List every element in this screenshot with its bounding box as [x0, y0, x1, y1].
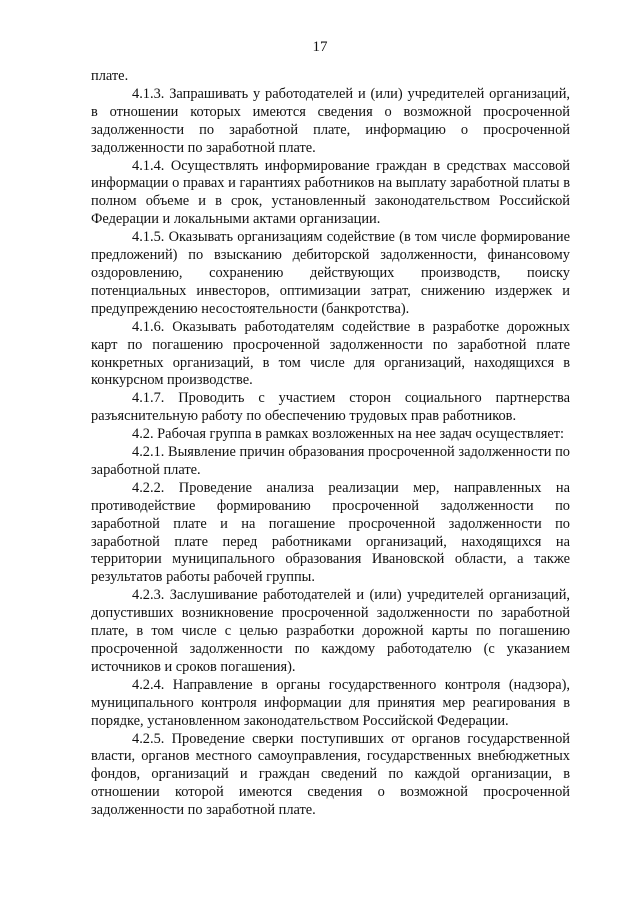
paragraph-4-2-4: 4.2.4. Направление в органы государственного контроля (надзора), муниципального контроля информации для принятия мер реагирования в порядке, установленном законодательством Российской Федерации. — [91, 676, 570, 729]
paragraph-4-2-1: 4.2.1. Выявление причин образования просроченной задолженности по заработной плате. — [91, 444, 570, 478]
paragraph-4-1-4: 4.1.4. Осуществлять информирование граждан в средствах массовой информации о правах и гарантиях работников на выплату заработной платы в полном объеме и в срок, установленный законодательством Российской Федерации и локальными актами организации. — [91, 157, 570, 228]
paragraph-4-1-3: 4.1.3. Запрашивать у работодателей и (или) учредителей организаций, в отношении которых имеются сведения о возможной просроченной задолженности по заработной плате, информацию о просроченной задолженности по заработной плате. — [91, 85, 570, 156]
paragraph-4-2-5: 4.2.5. Проведение сверки поступивших от органов государственной власти, органов местного самоуправления, государственных внебюджетных фондов, организаций и граждан сведений по каждой организации, в отношении которой имеются сведения о возможной просроченной задолженности по заработной плате. — [91, 730, 570, 819]
paragraph-4-2: 4.2. Рабочая группа в рамках возложенных на нее задач осуществляет: — [132, 426, 565, 443]
paragraph-4-1-5: 4.1.5. Оказывать организациям содействие (в том числе формирование предложений) по взысканию дебиторской задолженности, финансовому оздоровлению, сохранению действующих производств, поиску потенциальных инвесторов, оптимизации затрат, снижению издержек и предупреждению несостоятельности (банкротства). — [91, 229, 570, 317]
page-number: 17 — [312, 39, 328, 55]
paragraph-4-2-3: 4.2.3. Заслушивание работодателей и (или) учредителей организаций, допустивших возникновение просроченной задолженности по заработной плате, в том числе с целью разработки дорожной карты по погашению просроченной задолженности по каждому работодателю (с указанием источников и сроков погашения). — [91, 587, 570, 675]
paragraph-4-1-6: 4.1.6. Оказывать работодателям содействие в разработке дорожных карт по погашению просроченной задолженности по заработной плате конкретных организаций, в том числе для организаций, находящихся в конкурсном производстве. — [91, 318, 570, 389]
document-body — [91, 68, 570, 820]
paragraph-continuation: плате. — [91, 68, 129, 84]
paragraph-4-2-2: 4.2.2. Проведение анализа реализации мер, направленных на противодействие формированию просроченной задолженности по заработной плате и на погашение просроченной задолженности по заработной плате перед работниками организаций, находящихся на территории муниципального образования Ивановской области, а также результатов работы рабочей группы. — [91, 479, 570, 586]
paragraph-4-1-7: 4.1.7. Проводить с участием сторон социального партнерства разъяснительную работу по обеспечению трудовых прав работников. — [91, 390, 570, 425]
